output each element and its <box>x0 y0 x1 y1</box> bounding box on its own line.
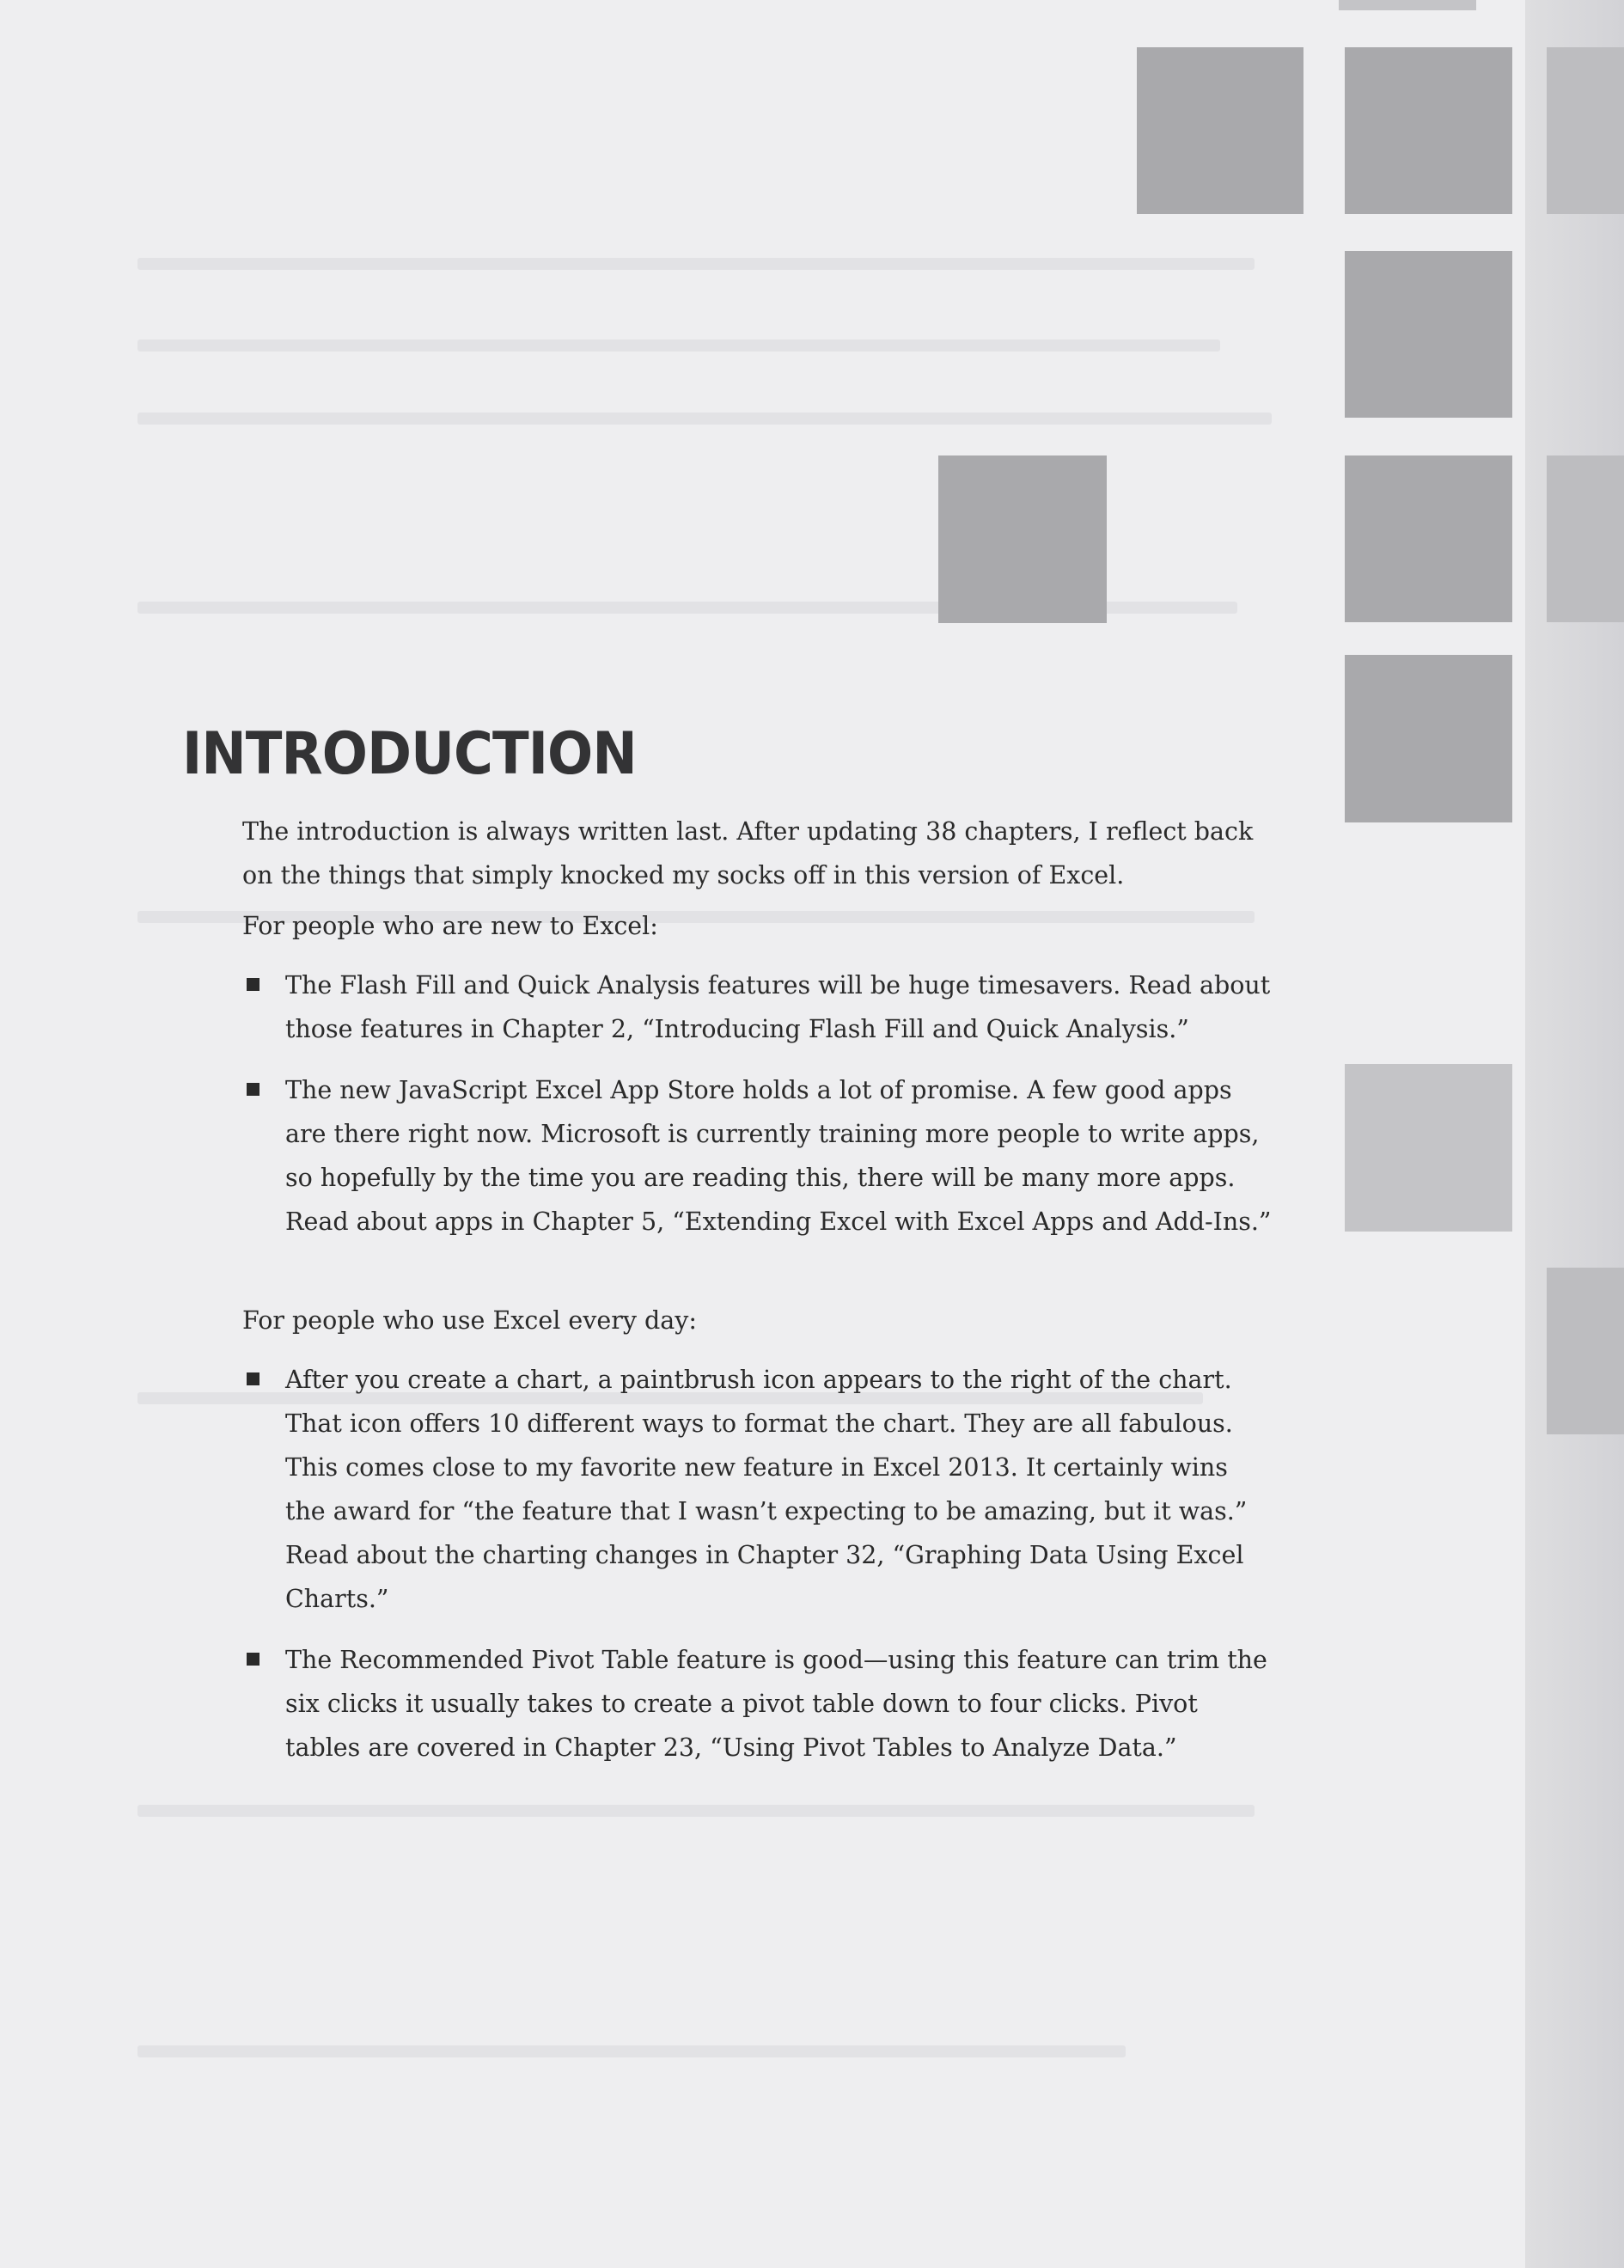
list-item <box>242 1638 1273 1770</box>
everyday-lead: For people who use Excel every day: <box>242 1306 697 1335</box>
page-edge <box>1525 0 1624 2268</box>
decorative-square <box>1547 1268 1624 1434</box>
intro-paragraph: The introduction is always written last. After updating 38 chapters, I reflect back on the things that simply knocked my socks off in this version of Excel. <box>242 817 1254 889</box>
decorative-square <box>1345 251 1512 418</box>
decorative-square <box>1345 655 1512 822</box>
bleed-through-line <box>137 339 1220 352</box>
page-title: INTRODUCTION <box>182 720 637 788</box>
decorative-square <box>1345 1064 1512 1232</box>
everyday-list <box>242 1358 1273 1770</box>
square-bullet-icon <box>247 1653 259 1666</box>
list-item-text: After you create a chart, a paintbrush icon appears to the right of the chart. That icon offers 10 different ways to format the chart. They are all fabulous. This comes close to my favorite new feature in Excel 2013. It certainly wins the award for “the feature that I wasn’t expecting to be amazing, but it was.” Read about the charting changes in Chapter 32, “Graphing Data Using Excel Charts.” <box>285 1366 1248 1613</box>
bleed-through-line <box>137 413 1272 425</box>
list-item <box>242 963 1273 1051</box>
decorative-square <box>1547 47 1624 214</box>
square-bullet-icon <box>247 1372 259 1385</box>
new-users-list <box>242 963 1273 1244</box>
bleed-through-line <box>137 258 1255 270</box>
decorative-square <box>1547 455 1624 622</box>
list-item <box>242 1068 1273 1244</box>
decorative-square <box>1137 47 1303 214</box>
square-bullet-icon <box>247 978 259 991</box>
list-item-text: The Flash Fill and Quick Analysis features will be huge timesavers. Read about those features in Chapter 2, “Introducing Flash Fill and Quick Analysis.” <box>285 971 1271 1043</box>
bleed-through-line <box>137 2045 1126 2057</box>
decorative-square <box>1345 47 1512 214</box>
list-item-text: The Recommended Pivot Table feature is good—using this feature can trim the six clicks it usually takes to create a pivot table down to four clicks. Pivot tables are covered in Chapter 23, “Using Pivot Tables to Analyze Data.” <box>285 1646 1267 1762</box>
list-item-text: The new JavaScript Excel App Store holds a lot of promise. A few good apps are there right now. Microsoft is currently training more people to write apps, so hopefully by the time you are reading this, there will be many more apps. Read about apps in Chapter 5, “Extending Excel with Excel Apps and Add-Ins.” <box>285 1076 1272 1236</box>
decorative-square <box>938 455 1107 623</box>
decorative-square <box>1339 0 1476 10</box>
decorative-square <box>1345 455 1512 622</box>
square-bullet-icon <box>247 1083 259 1096</box>
body-text <box>242 810 1273 1770</box>
list-item <box>242 1358 1273 1621</box>
new-users-lead: For people who are new to Excel: <box>242 912 658 940</box>
bleed-through-line <box>137 1805 1255 1817</box>
